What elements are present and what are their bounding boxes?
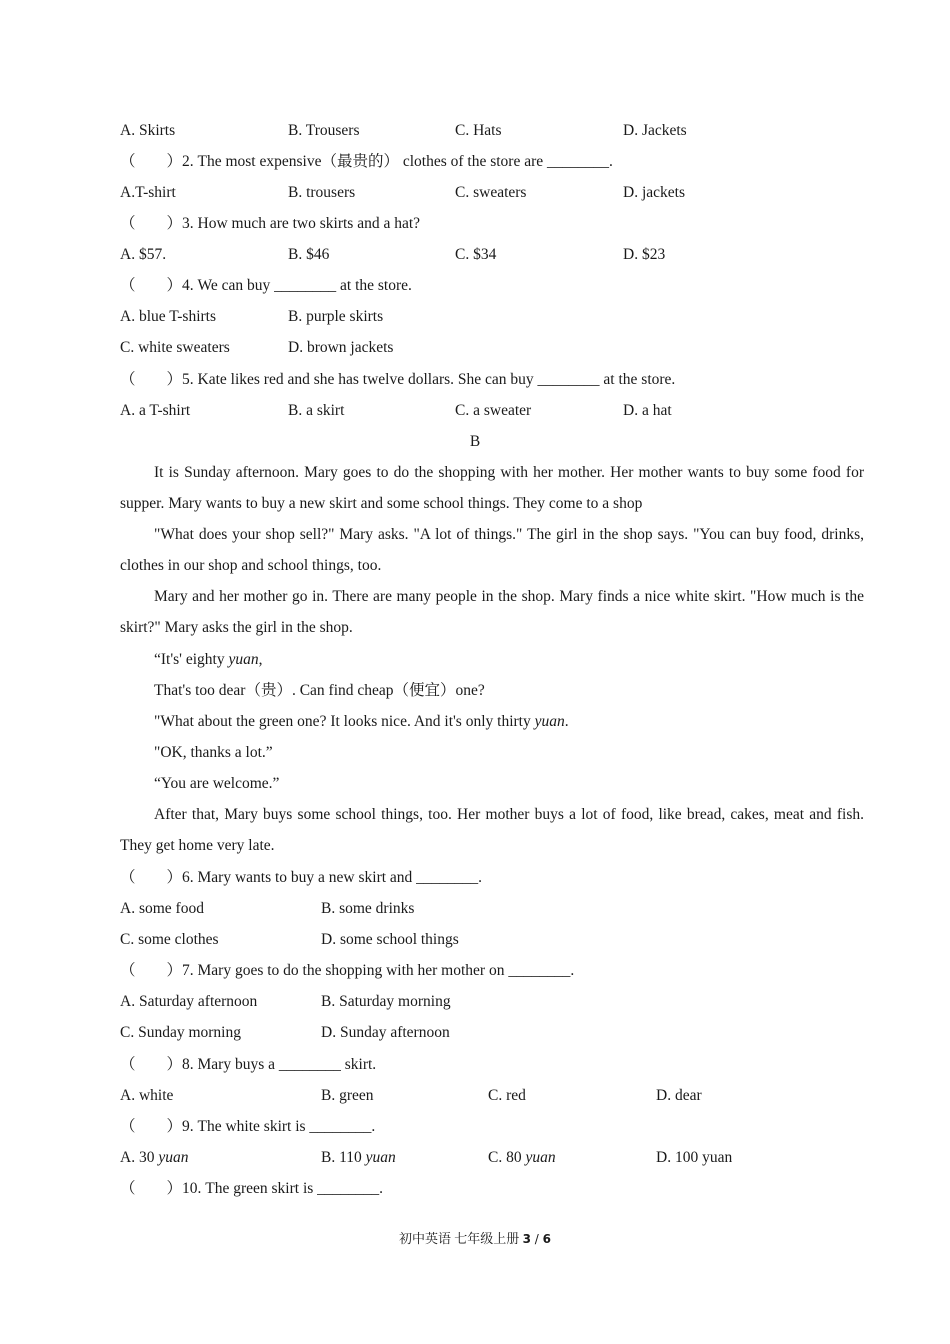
q8-option-b: B. green — [321, 1087, 374, 1104]
q8-stem: （ ）8. Mary buys a ________ skirt. — [120, 1056, 377, 1073]
q7-option-c: C. Sunday morning — [120, 1024, 241, 1041]
q5-option-d: D. a hat — [623, 402, 672, 419]
q4-option-a: A. blue T-shirts — [120, 308, 217, 325]
q10-stem: （ ）10. The green skirt is ________. — [120, 1180, 384, 1197]
q7-stem: （ ）7. Mary goes to do the shopping with her mother on ________. — [120, 962, 575, 979]
q6-option-d: D. some school things — [321, 931, 459, 948]
q7-option-b: B. Saturday morning — [321, 993, 451, 1010]
q6-option-c: C. some clothes — [120, 931, 219, 948]
q3-option-d: D. $23 — [623, 246, 666, 263]
q7-option-a: A. Saturday afternoon — [120, 993, 258, 1010]
q4-stem: （ ）4. We can buy ________ at the store. — [120, 277, 412, 294]
q9-option-c: C. 80 yuan — [488, 1149, 556, 1166]
q4-option-d: D. brown jackets — [288, 339, 394, 356]
passage-paragraph-3: Mary and her mother go in. There are many people in the shop. Mary finds a nice white skirt. "How much is the skirt?" Mary asks the girl in the shop. — [120, 588, 864, 636]
passage-paragraph-2: "What does your shop sell?" Mary asks. "A lot of things." The girl in the shop says. "You can buy food, drinks, clothes in our shop and school things, too. — [120, 526, 864, 574]
q9-option-b: B. 110 yuan — [321, 1149, 396, 1166]
q8-option-a: A. white — [120, 1087, 174, 1104]
q1-option-a: A. Skirts — [120, 122, 176, 139]
page-total: 6 — [542, 1232, 551, 1246]
passage-line-6: "What about the green one? It looks nice. And it's only thirty yuan. — [154, 713, 569, 730]
page-footer: 初中英语 七年级上册 3 / 6 — [399, 1231, 551, 1246]
q4-option-c: C. white sweaters — [120, 339, 230, 356]
q5-option-c: C. a sweater — [455, 402, 532, 419]
q2-option-b: B. trousers — [288, 184, 356, 201]
q3-option-c: C. $34 — [455, 246, 497, 263]
q4-option-b: B. purple skirts — [288, 308, 384, 325]
section-b-title: B — [469, 433, 481, 450]
page-number: 3 — [522, 1232, 531, 1246]
q6-option-a: A. some food — [120, 900, 204, 917]
q6-option-b: B. some drinks — [321, 900, 415, 917]
q2-option-a: A.T-shirt — [120, 184, 176, 201]
passage-line-4: “It's' eighty yuan, — [154, 651, 263, 668]
q2-stem: （ ）2. The most expensive（最贵的） clothes of the store are ________. — [120, 153, 613, 170]
q7-option-d: D. Sunday afternoon — [321, 1024, 450, 1041]
q2-option-c: C. sweaters — [455, 184, 527, 201]
passage-line-8: “You are welcome.” — [154, 775, 280, 792]
passage-line-7: "OK, thanks a lot.” — [154, 744, 273, 761]
q5-option-b: B. a skirt — [288, 402, 345, 419]
q1-option-c: C. Hats — [455, 122, 502, 139]
q5-option-a: A. a T-shirt — [120, 402, 191, 419]
passage-line-5: That's too dear（贵）. Can find cheap（便宜）one? — [154, 682, 485, 699]
q1-option-b: B. Trousers — [288, 122, 360, 139]
q9-option-d: D. 100 yuan — [656, 1149, 733, 1166]
q5-stem: （ ）5. Kate likes red and she has twelve dollars. She can buy ________ at the store. — [120, 371, 676, 388]
q8-option-c: C. red — [488, 1087, 526, 1104]
q2-option-d: D. jackets — [623, 184, 685, 201]
q9-stem: （ ）9. The white skirt is ________. — [120, 1118, 376, 1135]
passage-paragraph-9: After that, Mary buys some school things, too. Her mother buys a lot of food, like bread, cakes, meat and fish. They get home very late. — [120, 806, 864, 854]
q3-stem: （ ）3. How much are two skirts and a hat? — [120, 215, 421, 232]
q3-option-b: B. $46 — [288, 246, 330, 263]
passage-paragraph-1: It is Sunday afternoon. Mary goes to do the shopping with her mother. Her mother wants to buy some food for supper. Mary wants to buy a new skirt and some school things. They come to a shop — [120, 464, 864, 512]
q6-stem: （ ）6. Mary wants to buy a new skirt and ________. — [120, 869, 483, 886]
q1-option-d: D. Jackets — [623, 122, 687, 139]
q8-option-d: D. dear — [656, 1087, 702, 1104]
q9-option-a: A. 30 yuan — [120, 1149, 189, 1166]
q3-option-a: A. $57. — [120, 246, 167, 263]
